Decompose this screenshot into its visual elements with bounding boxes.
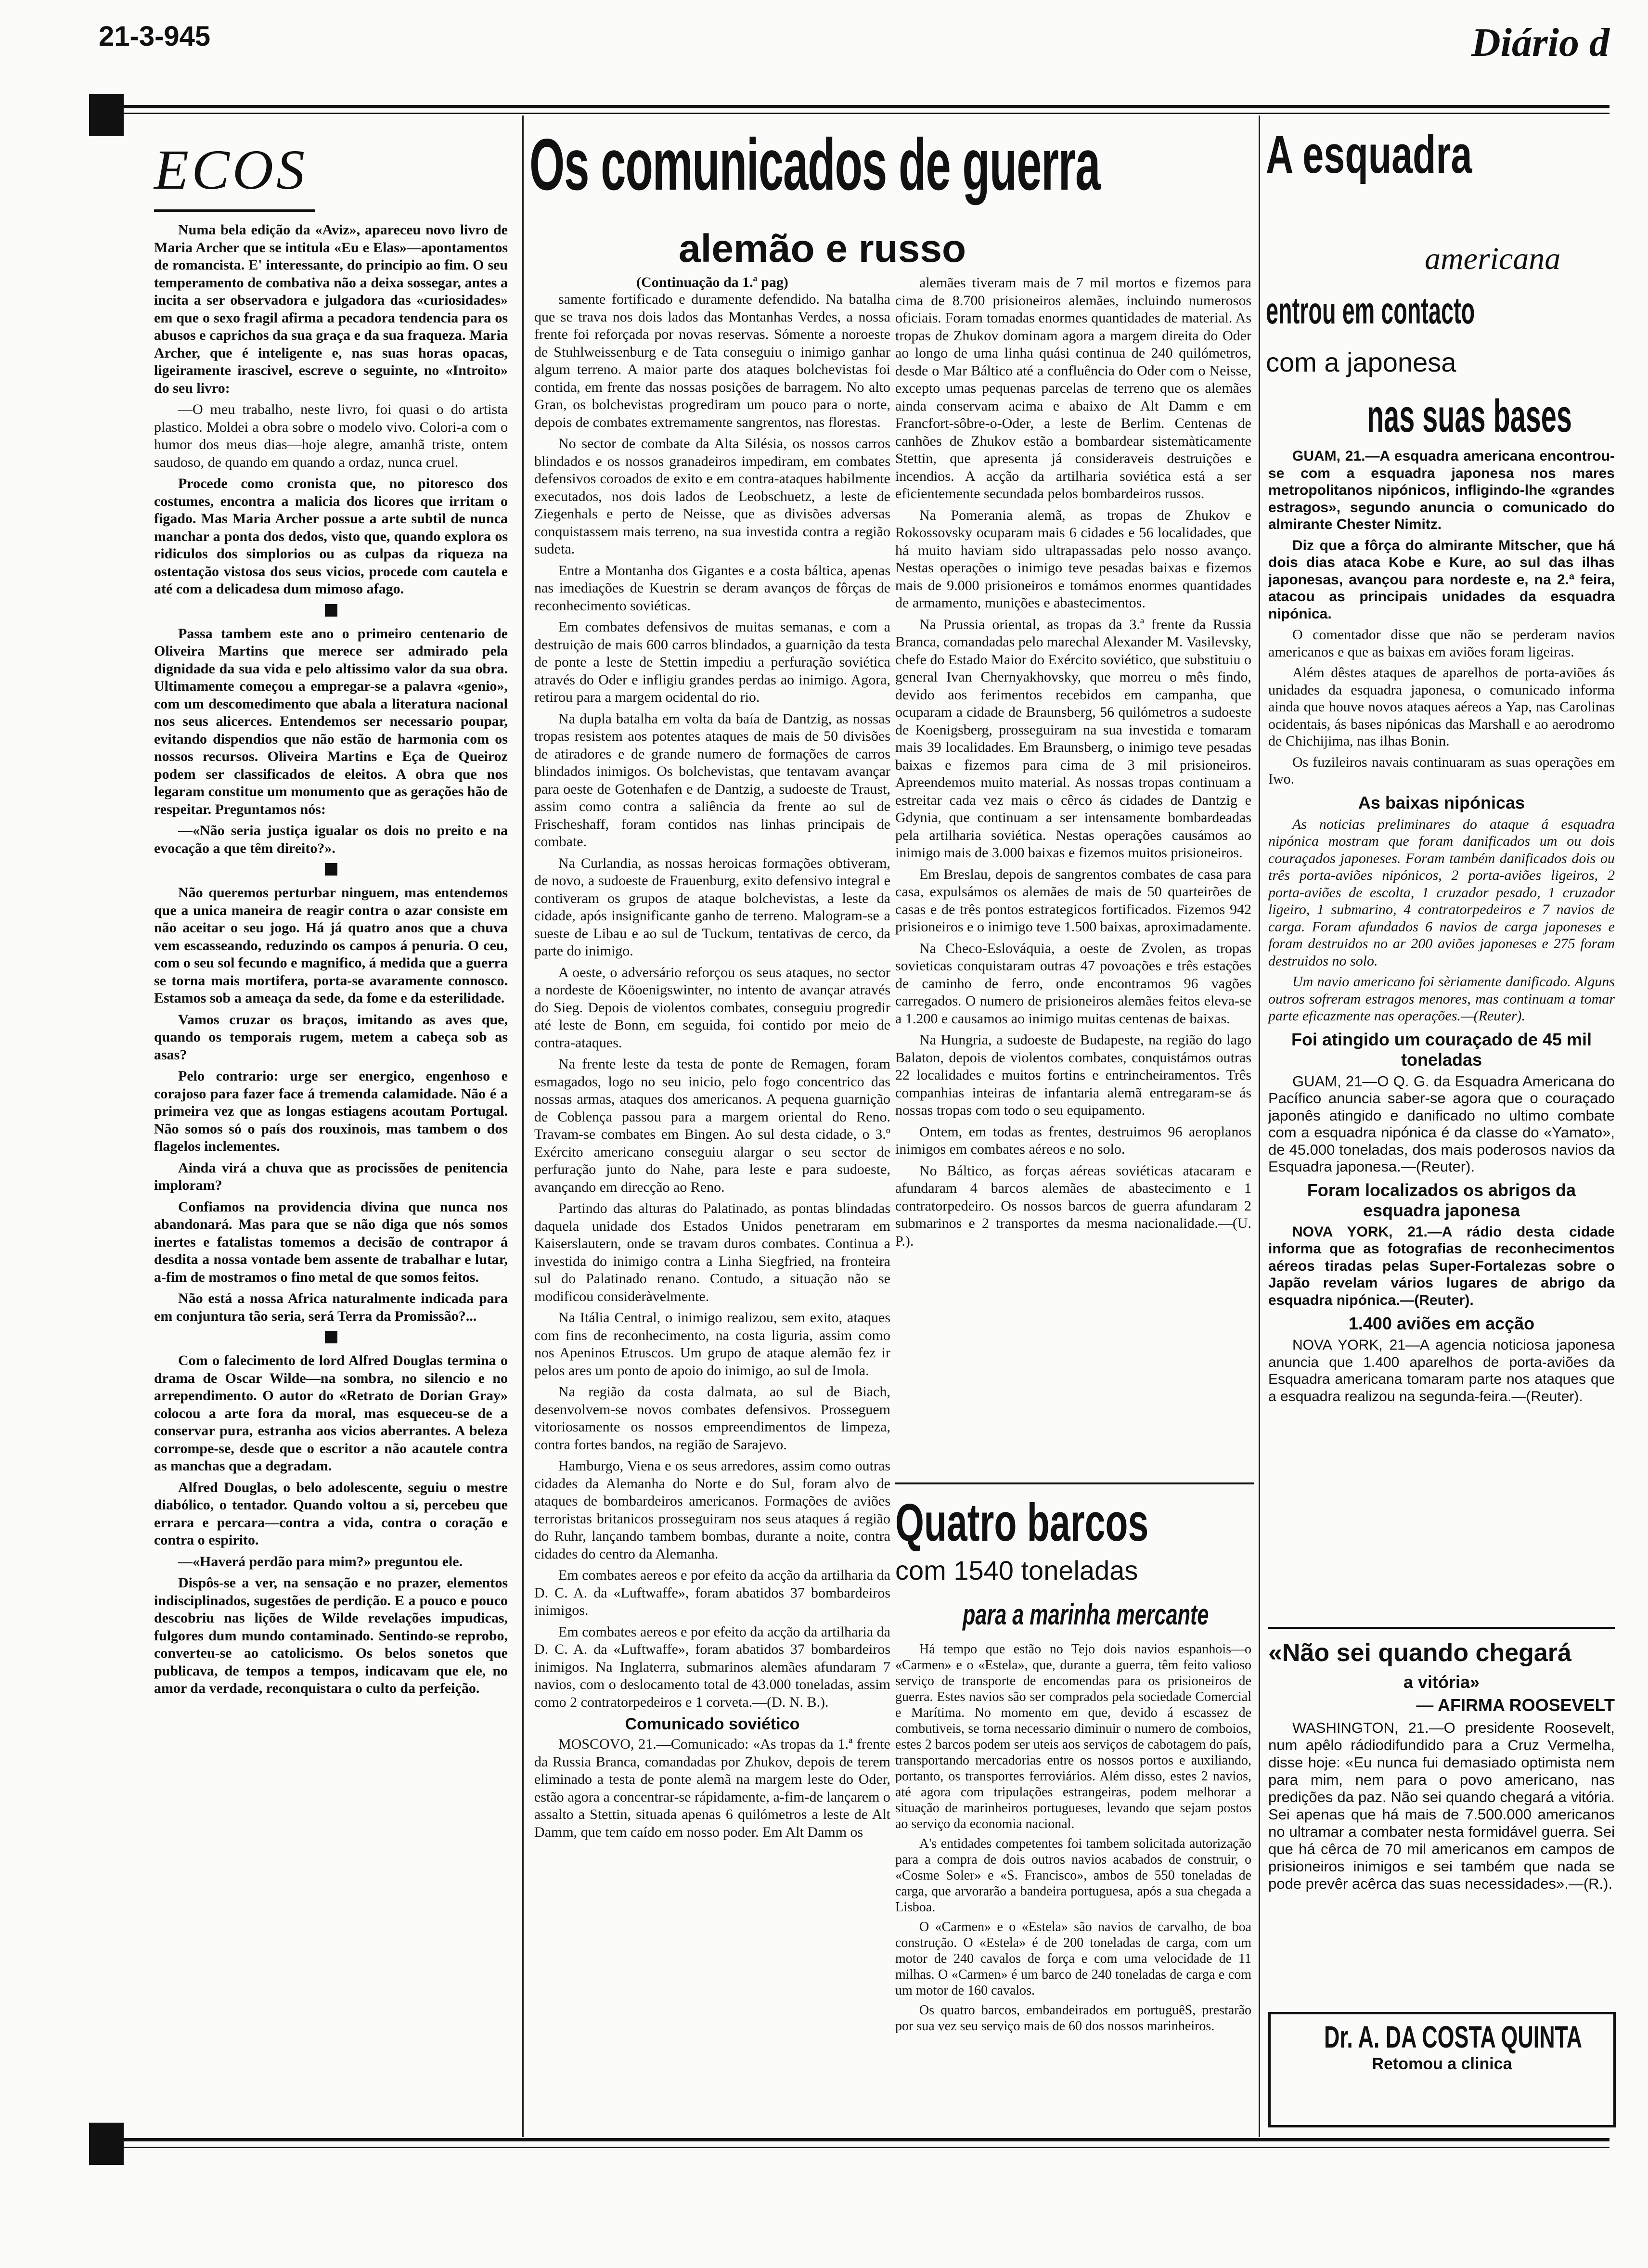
paragraph: GUAM, 21.—A esquadra americana encontrou-se com a esquadra japonesa nos mares metropolitanos nipónicos, infligindo-lhe «grandes estragos», segundo anuncia o comunicado do almirante Chester Nimitz. <box>1268 448 1615 532</box>
paragraph: Na Prussia oriental, as tropas da 3.ª frente da Russia Branca, comandadas pelo marechal Alexander M. Vasilevsky, chefe do Estado Maior do Exército soviético, que substituiu o general Ivan Chernyakhovsky, que morreu o mês findo, devido aos ferimentos recebidos em campanha, que ocuparam a cidade de Braunsberg, 56 quilómetros a sudoeste de Koenigsberg, prosseguiram na sua investida e tomaram mais 39 localidades. Em Braunsberg, o inimigo teve pesadas baixas e fizemos para cima de 3 mil prisioneiros. Apreendemos muito material. As nossas tropas continuam a estreitar cada vez mais o cêrco ás cidades de Dantzig e Gdynia, que continuam a ser intensamente bombardeadas pela artilharia soviética. Nestas operações causámos ao inimigo mais de 3.000 baixas e fizemos muitos prisioneiros. <box>895 616 1251 861</box>
ecos-column <box>154 221 508 2132</box>
bottom-rule <box>96 2138 1609 2141</box>
section-bullet <box>325 604 337 617</box>
paragraph: Há tempo que estão no Tejo dois navios espanhois—o «Carmen» e o «Estela», que, durante a guerra, têm feito valioso serviço de transporte de encomendas para os prisioneiros de guerra. Estes navios são ser comprados pela sociedade Comercial e Marítima. No momento em que, devido á escassez de combutiveis, se torna necessario diminuir o numero de comboios, estes 2 barcos podem ser uteis aos serviços de cabotagem do país, transportando mercadorias entre os nossos portos e auxiliando, portanto, os transportes ferroviários. Além disso, estes 2 navios, até agora com tripulações estrangeiras, podem melhorar a situação de marinheiros portugueses, levando que sejam postos ao serviço da economia nacional. <box>895 1642 1251 1831</box>
headline-esquadra-3: entrou em contacto <box>1266 289 1475 332</box>
paragraph: As noticias preliminares do ataque á esquadra nipónica mostram que foram danificados um ou dois couraçados japoneses. Foram também danificados dois ou três porta-aviões nipónicos, 2 porta-aviões ligeiros, 2 porta-aviões de escolta, 1 cruzador pesado, 1 cruzador ligeiro, 1 submarino, 4 contratorpedeiros e 7 navios de carga. Foram afundados 6 navios de carga japoneses e foram destruidos no ar 200 aviões japoneses e 275 foram destruidos no solo. <box>1268 816 1615 969</box>
paragraph: Os fuzileiros navais continuaram as suas operações em Iwo. <box>1268 754 1615 787</box>
comunicados-column-2 <box>895 274 1251 1637</box>
paragraph: A oeste, o adversário reforçou os seus ataques, no sector a nordeste de Köoenigswinter, no intento de avançar através do Sieg. Depois de violentos combates, conseguiu progredir até leste de Bonn, em seguida, foi contido por meio de contra-ataques. <box>534 964 890 1051</box>
headline-esquadra-2: americana <box>1425 241 1561 276</box>
section-heading: As baixas nipónicas <box>1358 792 1525 812</box>
paragraph: Vamos cruzar os braços, imitando as aves que, quando os temporais rugem, metem a cabeça sob as asas? <box>154 1011 508 1063</box>
paragraph: Partindo das alturas do Palatinado, as pontas blindadas daquela unidade dos Estados Unidos penetraram em Kaiserslautern, onde se travam duros combates. Continua a investida do inimigo contra a Linha Siegfried, na fronteira sul do Palatinado renano. Contudo, a situação não se modificou consideràvelmente. <box>534 1200 890 1304</box>
paragraph: WASHINGTON, 21.—O presidente Roosevelt, num apêlo rádiodifundido para a Cruz Vermelha, disse hoje: «Eu nunca fui demasiado optimista nem para mim, nem para o povo americano, nas predições da paz. Não sei quando chegará a vitória. Sei apenas que há mais de 7.500.000 americanos no ultramar a combater nesta formidável guerra. Sei que há cêrca de 70 mil americanos em campos de prisioneiros inimigos e sei também que nada se pode prevêr acêrca das suas necessidades».—(R.). <box>1268 1719 1615 1892</box>
headline-roosevelt-2: a vitória» <box>1403 1672 1480 1692</box>
paragraph: No sector de combate da Alta Silésia, os nossos carros blindados e os nossos granadeiros impediram, em combates defensivos coroados de exito e em contra-ataques habilmente executados, nos dois lados de Leobschuetz, a leste de Ziegenhals e perto de Neisse, que as divisões adversas conquistassem mais terreno, na sua investida contra a região sudeta. <box>534 436 890 557</box>
paragraph: Entre a Montanha dos Gigantes e a costa báltica, apenas nas imediações de Kuestrin se deram avanços de fôrças de reconhecimento soviéticas. <box>534 562 890 614</box>
quatro-barcos-column <box>895 1641 1251 2132</box>
paragraph: MOSCOVO, 21.—Comunicado: «As tropas da 1.ª frente da Russia Branca, comandadas por Zhukov, depois de terem eliminado a testa de ponte alemã na margem leste do Oder, estão agora a concentrar-se rápidamente, a-fim-de lançarem o assalto a Stettin, situada apenas 6 quilómetros a leste de Alt Damm, que tem caído em nosso poder. Em Alt Damm os <box>534 1736 890 1840</box>
section-heading: Foram localizados os abrigos da esquadra japonesa <box>1307 1180 1576 1220</box>
headline-quatro-barcos: Quatro barcos <box>895 1493 1149 1552</box>
paragraph: Um navio americano foi sèriamente danificado. Alguns outros sofreram estragos menores, mas continuam a tomar parte eficazmente nas operações.—(Reuter). <box>1268 974 1615 1024</box>
paragraph: NOVA YORK, 21.—A rádio desta cidade informa que as fotografias de reconhecimentos aéreos tiradas pelas Super-Fortalezas sobre o Japão revelam vários lugares de abrigo da esquadra nipónica.—(Reuter). <box>1268 1224 1615 1308</box>
paragraph: NOVA YORK, 21—A agencia noticiosa japonesa anuncia que 1.400 aparelhos de porta-aviões da Esquadra americana tomaram parte nos ataques que a esquadra realizou na segunda-feira.—(Reuter). <box>1268 1337 1615 1405</box>
top-rule <box>96 105 1609 108</box>
section-bullet <box>325 1331 337 1343</box>
paragraph: Com o falecimento de lord Alfred Douglas termina o drama de Oscar Wilde—na sombra, no silencio e no arrependimento. O autor do «Retrato de Dorian Gray» colocou a arte fora da moral, mas esqueceu-se de a conservar pura, estranha aos vicios aberrantes. A beleza corrompe-se, desde que o escritor a não acautele contra as manchas que a degradam. <box>154 1353 508 1474</box>
paragraph: No Báltico, as forças aéreas soviéticas atacaram e afundaram 4 barcos alemães de abastecimento e 1 contratorpedeiro. Os nossos barcos de guerra afundaram 2 submarinos e 2 transportes da mesma nacionalidade.—(U. P.). <box>895 1162 1251 1249</box>
comunicados-column-1 <box>534 274 890 2132</box>
column-divider <box>1259 116 1260 2137</box>
paragraph: Na Curlandia, as nossas heroicas formações obtiveram, de novo, a sudoeste de Frauenburg, exito defensivo integral e contiveram os grupos de ataque bolchevistas, a leste da cidade, após insignificante ganho de terreno. Malogram-se a sueste de Libau e ao sul de Tuckum, tentativas de cerco, da parte do inimigo. <box>534 855 890 959</box>
column-divider <box>522 116 524 2137</box>
paragraph: samente fortificado e duramente defendido. Na batalha que se trava nos dois lados das Montanhas Verdes, a nossa frente foi reforçada por novas reservas. Sómente a noroeste de Stuhlweissenburg e de Tata conseguiu o inimigo ganhar algum terreno. A maior parte dos ataques bolchevistas foi contida, em frente das nossas posições de barragem. No alto Gran, os bolchevistas progrediram um pouco para o norte, depois de combates extremamente sangrentos, nas florestas. <box>534 291 890 430</box>
paragraph: Em combates defensivos de muitas semanas, e com a destruição de mais 600 carros blindados, a guarnição da testa de ponte a leste de Stettin impediu a perfuração soviética através do Oder e infligiu grandes perdas ao inimigo. Agora, retirou para a margem ocidental do rio. <box>534 619 890 705</box>
headline-esquadra-5: nas suas bases <box>1367 390 1572 442</box>
paragraph: A's entidades competentes foi tambem solicitada autorização para a compra de dois outros navios acabados de construir, o «Cosme Soler» e «S. Francisco», ambos de 550 toneladas de carga, que arvorarão a bandeira portuguesa, após a sua chegada a Lisboa. <box>895 1836 1251 1915</box>
section-heading: Foi atingido um couraçado de 45 mil toneladas <box>1291 1029 1592 1070</box>
paragraph: Ontem, em todas as frentes, destruimos 96 aeroplanos inimigos em combates aéreos e no solo. <box>895 1123 1251 1157</box>
headline-subtitle: alemão e russo <box>679 227 966 271</box>
paragraph: Os quatro barcos, embandeirados em portuguêS, prestarão por sua vez seu serviço mais de 60 dos nossos marinheiros. <box>895 2003 1251 2034</box>
section-bullet <box>325 863 337 876</box>
paragraph: Na Hungria, a sudoeste de Budapeste, na região do lago Balaton, depois de violentos combates, conquistámos outras 22 localidades e muitos fortins e entrincheiramentos. Três companhias inteiras de infantaria alemã entregaram-se ás nossas tropas com todo o seu equipamento. <box>895 1032 1251 1118</box>
section-rule <box>1268 1627 1615 1629</box>
paragraph: Em combates aereos e por efeito da acção da artilharia da D. C. A. da «Luftwaffe», foram abatidos 37 bombardeiros inimigos. Na Inglaterra, submarinos alemães afundaram 7 navios, com o deslocamento total de 43.000 toneladas, assim como 2 contratorpedeiros e 1 corveta.—(D. N. B.). <box>534 1624 890 1710</box>
bottom-rule-thin <box>96 2147 1609 2148</box>
ecos-title: ECOS <box>154 137 315 212</box>
paragraph: Em Breslau, depois de sangrentos combates de casa para casa, expulsámos os alemães de mais de 50 quarteirões de casas e de três pontos estrategicos fortificados. Fizemos 942 prisioneiros e o inimigo teve 1.500 baixas, aproximadamente. <box>895 866 1251 935</box>
paragraph: Pelo contrario: urge ser energico, engenhoso e corajoso para fazer face á tremenda calamidade. Não é a primeira vez que as longas estiagens acoutam Portugal. Não somos só o país dos rouxinois, mas tambem o dos flagelos inclementes. <box>154 1068 508 1154</box>
section-rule <box>895 1482 1254 1484</box>
paragraph: Passa tambem este ano o primeiro centenario de Oliveira Martins que merece ser admirado pela dignidade da sua vida e pelo altissimo valor da sua obra. Ultimamente começou a empregar-se a palavra «genio», com um descomedimento que abala a literatura nacional nos seus alicerces. Entendemos ser necessario poupar, evitando dispendios que não estão de harmonia com os nossos recursos. Oliveira Martins e Eça de Queiroz podem ser classificados de eleitos. A obra que nos legaram constitue um monumento que as gerações hão de respeitar. Preguntamos nós: <box>154 625 508 817</box>
paragraph: Confiamos na providencia divina que nunca nos abandonará. Mas para que se não diga que nós somos inertes e fatalistas tomemos a decisão de contrapor á desdita a nossa vontade bem assente de trabalhar e lutar, a-fim de mostramos o fino metal de que somos feitos. <box>154 1198 508 1285</box>
paragraph: Na Pomerania alemã, as tropas de Zhukov e Rokossovsky ocuparam mais 6 cidades e 56 localidades, que há muito haviam sido ultrapassadas pelo nosso avanço. Nestas operações o inimigo teve pesadas baixas e fizemos mais de 9.000 prisioneiros e tomámos enormes quantidades de armamento, munições e abastecimentos. <box>895 507 1251 611</box>
top-rule-thin <box>96 113 1609 114</box>
corner-block-top <box>89 94 124 136</box>
paragraph: Procede como cronista que, no pitoresco dos costumes, encontra a malicia dos licores que irritam o figado. Mas Maria Archer possue a arte subtil de nunca manchar a ponta dos dedos, visto que, quando explora os ridiculos dos simplorios ou as culpas da riqueza na ostentação vistosa dos seus vicios, procede com cautela e até com a delicadesa dum mimoso afago. <box>154 476 508 597</box>
paragraph: —O meu trabalho, neste livro, foi quasi o do artista plastico. Moldei a obra sobre o modelo vivo. Colori-a com o humor dos meus dias—hoje alegre, amanhã triste, ontem saudoso, de quando em quando a ordaz, nunca cruel. <box>154 401 508 470</box>
section-heading: Comunicado soviético <box>625 1715 800 1733</box>
corner-block-bottom <box>89 2123 124 2165</box>
ad-line: Retomou a clinica <box>1372 2055 1512 2073</box>
paragraph: —«Não seria justiça igualar os dois no preito e na evocação a que têm direito?». <box>154 823 508 856</box>
paragraph: Diz que a fôrça do almirante Mitscher, que há dois dias ataca Kobe e Kure, ao sul das ilhas japonesas, avançou para nordeste e, na 2.ª feira, atacou as principais unidades da esquadra nipónica. <box>1268 537 1615 622</box>
paragraph: Não queremos perturbar ninguem, mas entendemos que a unica maneira de reagir contra o azar consiste em não aceitar o seu jogo. Há já quatro anos que a chuva vem escasseando, reduzindo os campos á penuria. O ceu, com o seu sol fecundo e magnifico, á medida que a guerra se torna mais mortifera, porta-se avaramente connosco. Estamos sob a ameaça da sede, da fome e da esterilidade. <box>154 885 508 1006</box>
headline-comunicados: Os comunicados de guerra <box>529 124 1100 206</box>
paragraph: Alfred Douglas, o belo adolescente, seguiu o mestre diabólico, o tentador. Quando voltou a si, percebeu que errara e percara—contra a vida, contra o coração e contra o espirito. <box>154 1479 508 1548</box>
masthead: Diário d <box>1471 20 1609 65</box>
paragraph: Na Checo-Eslováquia, a oeste de Zvolen, as tropas sovieticas conquistaram outras 47 povoações e três estações de caminho de ferro, onde encontramos 96 vagões carregados. O numero de prisioneiros alemães feitos eleva-se a 1.200 e causamos ao inimigo muitas centenas de baixas. <box>895 940 1251 1027</box>
headline-esquadra-4: com a japonesa <box>1266 347 1456 377</box>
paragraph: Numa bela edição da «Aviz», apareceu novo livro de Maria Archer que se intitula «Eu e Elas»—apontamentos de romancista. E' interessante, do principio ao fim. O seu temperamento de combativa não a deixa sossegar, antes a incita a ser observadora e julgadora das «curiosidades» em que o sexo fragil afirma a pecadora tendencia para os abusos e caprichos da sua graça e da sua fraqueza. Maria Archer, que é inteligente e, nas suas horas opacas, ligeiramente irascivel, escreve o seguinte, no «Introito» do seu livro: <box>154 222 508 396</box>
headline-quatro-sub2: para a marinha mercante <box>963 1598 1209 1631</box>
paragraph: Na frente leste da testa de ponte de Remagen, foram esmagados, logo no seu inicio, pelo fogo concentrico das nossas armas, ataques dos americanos. A pequena guarnição de Coblença passou para a margem oriental do Reno. Travam-se combates em Bingen. Ao sul desta cidade, o 3.º Exército americano conseguiu alargar o seu sector de perfuração junto do Nahe, para leste e para sudoeste, avançando em direcção ao Reno. <box>534 1056 890 1195</box>
roosevelt-column <box>1268 1637 1615 2002</box>
ad-name: Dr. A. DA COSTA QUINTA <box>1324 2020 1582 2054</box>
headline-roosevelt: «Não sei quando chegará <box>1268 1639 1571 1667</box>
doctor-ad <box>1268 2012 1616 2127</box>
continuation-note: (Continuação da 1.ª pag) <box>636 274 788 290</box>
paragraph: GUAM, 21—O Q. G. da Esquadra Americana do Pacífico anuncia saber-se agora que o couraçado japonês atingido e danificado no ultimo combate com a esquadra nipónica é da classe do «Yamato», de 45.000 toneladas, dos mais poderosos navios da Esquadra japonesa.—(Reuter). <box>1268 1072 1615 1175</box>
paragraph: Além dêstes ataques de aparelhos de porta-aviões ás unidades da esquadra japonesa, o comunicado informa ainda que houve novos ataques aéreos a Yap, nas Carolinas ocidentais, ás bases nipónicas das Marshall e ao aerodromo de Chichijima, nas ilhas Bonin. <box>1268 665 1615 749</box>
paragraph: O «Carmen» e o «Estela» são navios de carvalho, de boa construção. O «Estela» é de 200 toneladas de carga, com um motor de 240 cavalos de força e com uma velocidade de 11 milhas. O «Carmen» é um barco de 240 toneladas de carga e com um motor de 160 cavalos. <box>895 1920 1251 1998</box>
paragraph: —«Haverá perdão para mim?» preguntou ele. <box>178 1553 463 1570</box>
issue-date: 21-3-945 <box>99 21 211 52</box>
paragraph: Na Itália Central, o inimigo realizou, sem exito, ataques com fins de reconhecimento, na costa liguria, assim como nos Apeninos Etruscos. Um grupo de ataque alemão fez ir pelos ares um ponto de apoio do inimigo, ao sul de Imola. <box>534 1310 890 1379</box>
paragraph: Em combates aereos e por efeito da acção da artilharia da D. C. A. da «Luftwaffe», foram abatidos 37 bombardeiros inimigos. <box>534 1567 890 1618</box>
headline-esquadra: A esquadra <box>1266 125 1472 184</box>
paragraph: alemães tiveram mais de 7 mil mortos e fizemos para cima de 8.700 prisioneiros alemães, incluindo numerosos oficiais. Foram tomadas enormes quantidades de material. As tropas de Zhukov dominam agora a margem direita do Oder ao longo de uma linha quási continua de 240 quilómetros, desde o Mar Báltico até a confluência do Oder com o Neisse, excepto umas pequenas parcelas de terreno que os alemães ainda conservam acima e abaixo de Alt Damm e em Francfort-sôbre-o-Oder, a leste de Berlim. Centenas de canhões de Zhukov estão a bombardear sistemàticamente Stettin, que apresenta já consideraveis destruições e incendios. A acção da artilharia soviética está a ser eficientemente secundada pelos bombardeiros russos. <box>895 275 1251 502</box>
headline-roosevelt-3: — AFIRMA ROOSEVELT <box>1416 1695 1615 1715</box>
paragraph: Ainda virá a chuva que as procissões de penitencia imploram? <box>154 1160 508 1193</box>
section-heading: 1.400 aviões em acção <box>1348 1314 1535 1333</box>
paragraph: Na dupla batalha em volta da baía de Dantzig, as nossas tropas resistem aos potentes ataques de mais de 50 divisões de atiradores e de grande numero de formações de carros blindados inimigos. Os bolchevistas, que tentavam avançar para oeste de Gotenhafen e de Dantzig, a sudoeste de Traust, assim como contra a saliência da frente ao sul de Frischeshaff, foram contidos nas linhas principais de combate. <box>534 710 890 850</box>
paragraph: Não está a nossa Africa naturalmente indicada para em conjuntura tão seria, será Terra da Promissão?... <box>154 1290 508 1324</box>
paragraph: O comentador disse que não se perderam navios americanos e que as baixas em aviões foram ligeiras. <box>1268 627 1615 660</box>
paragraph: Dispôs-se a ver, na sensação e no prazer, elementos indisciplinados, sugestões de perdição. E a pouco e pouco descobriu nas lições de Wilde revelações impudicas, fulgores dum mundo contaminado. Sentindo-se reprobo, converteu-se ao catolicismo. Os belos sonetos que publicava, de tempos a tempos, indicavam que ele, no amor da verdade, reconquistara o culto da perfeição. <box>154 1575 508 1696</box>
esquadra-column <box>1268 448 1615 1617</box>
paragraph: Hamburgo, Viena e os seus arredores, assim como outras cidades da Alemanha do Norte e do Sul, foram alvo de ataques de bombardeiros americanos. Formações de aviões terroristas britanicos prosseguiram nos seus ataques á região do Ruhr, lançando tambem bombas, durante a noite, contra cidades do centro da Alemanha. <box>534 1458 890 1562</box>
headline-quatro-sub: com 1540 toneladas <box>895 1555 1138 1585</box>
paragraph: Na região da costa dalmata, ao sul de Biach, desenvolvem-se novos combates defensivos. Prosseguem vitoriosamente os nossos empreendimentos de limpeza, contra fortes bandos, na região de Sarajevo. <box>534 1384 890 1453</box>
